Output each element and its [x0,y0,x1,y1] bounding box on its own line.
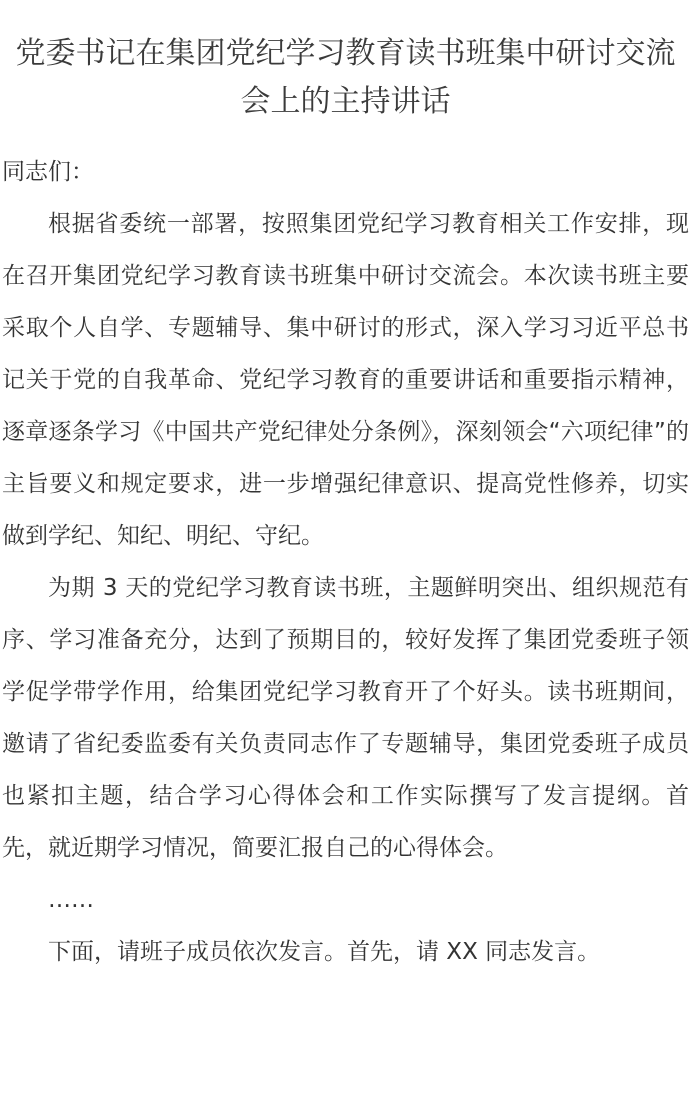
ellipsis-paragraph: …… [48,887,94,913]
paragraph: 下面，请班子成员依次发言。首先，请 XX 同志发言。 [48,939,601,965]
paragraph: 为期 3 天的党纪学习教育读书班，主题鲜明突出、组织规范有序、学习准备充分，达到了预期目的，较好发挥了集团党委班子领学促学带学作用，给集团党纪学习教育开了个好头。读书班期间，邀请了省纪委监委有关负责同志作了专题辅导，集团党委班子成员也紧扣主题，结合学习心得体会和工作实际撰写了发言提纲。首先，就近期学习情况，简要汇报自己的心得体会。 [2,575,689,861]
salutation: 同志们： [2,159,94,185]
document-body [2,146,689,978]
paragraph: 根据省委统一部署，按照集团党纪学习教育相关工作安排，现在召开集团党纪学习教育读书班集中研讨交流会。本次读书班主要采取个人自学、专题辅导、集中研讨的形式，深入学习习近平总书记关于党的自我革命、党纪学习教育的重要讲话和重要指示精神，逐章逐条学习《中国共产党纪律处分条例》，深刻领会“六项纪律”的主旨要义和规定要求，进一步增强纪律意识、提高党性修养，切实做到学纪、知纪、明纪、守纪。 [2,211,689,549]
document-title: 党委书记在集团党纪学习教育读书班集中研讨交流会上的主持讲话 [15,36,676,119]
